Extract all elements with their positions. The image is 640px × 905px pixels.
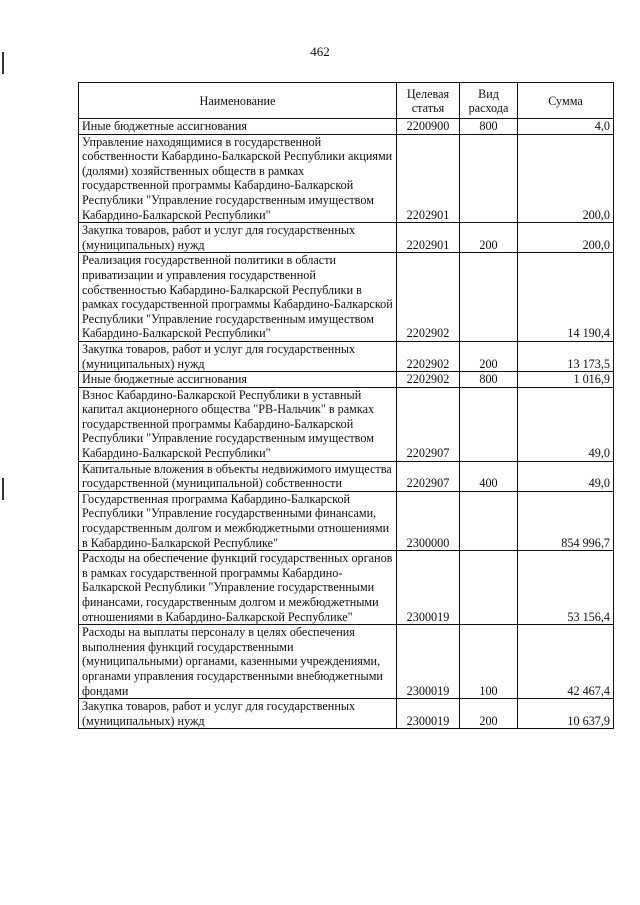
row-name: Расходы на выплаты персоналу в целях обеспечения выполнения функций государственными (муниципальными) органами, казенными учреждениями, органами управления государственными внебюджетными фондами [79,625,397,699]
row-sum: 14 190,4 [518,253,614,342]
row-name: Закупка товаров, работ и услуг для государственных (муниципальных) нужд [79,341,397,371]
row-expense-type: 100 [460,625,518,699]
row-expense-type: 800 [460,372,518,388]
table-row [79,223,614,253]
table-row [79,491,614,550]
table-row [79,341,614,371]
row-sum: 854 996,7 [518,491,614,550]
row-sum: 200,0 [518,223,614,253]
row-name: Управление находящимися в государственной собственности Кабардино-Балкарской Республики акциями (долями) хозяйственных обществ в рамках государственной программы Кабардино-Балкарской Республики "Управление государственным имуществом Кабардино-Балкарской Республики" [79,134,397,223]
row-sum: 49,0 [518,461,614,491]
row-expense-type [460,253,518,342]
row-target-article: 2202901 [397,134,460,223]
row-name: Взнос Кабардино-Балкарской Республики в уставный капитал акционерного общества "РВ-Нальчик" в рамках государственной программы Кабардино-Балкарской Республики "Управление государственным имуществом Кабардино-Балкарской Республики" [79,387,397,461]
margin-mark-middle [2,478,4,500]
row-expense-type: 200 [460,699,518,729]
budget-table [78,82,614,729]
row-name: Закупка товаров, работ и услуг для государственных (муниципальных) нужд [79,699,397,729]
row-target-article: 2202901 [397,223,460,253]
table-row [79,372,614,388]
row-target-article: 2300019 [397,551,460,625]
row-name: Расходы на обеспечение функций государственных органов в рамках государственной программы Кабардино-Балкарской Республики "Управление государственными финансами, государственным долгом и межбюджетными отношениями в Кабардино-Балкарской Республике" [79,551,397,625]
row-name: Капитальные вложения в объекты недвижимого имущества государственной (муниципальной) собственности [79,461,397,491]
row-sum: 13 173,5 [518,341,614,371]
row-name: Реализация государственной политики в области приватизации и управления государственной собственностью Кабардино-Балкарской Республики в рамках государственной программы Кабардино-Балкарской Республики "Управление государственным имуществом Кабардино-Балкарской Республики" [79,253,397,342]
row-name: Иные бюджетные ассигнования [79,119,397,135]
header-sum: Сумма [518,83,614,119]
row-target-article: 2300019 [397,699,460,729]
row-expense-type [460,491,518,550]
row-expense-type [460,387,518,461]
row-name: Иные бюджетные ассигнования [79,372,397,388]
header-target-article: Целевая статья [397,83,460,119]
table-header-row [79,83,614,119]
row-sum: 4,0 [518,119,614,135]
row-sum: 200,0 [518,134,614,223]
page-number: 462 [310,44,330,59]
table-row [79,253,614,342]
row-expense-type: 400 [460,461,518,491]
row-sum: 1 016,9 [518,372,614,388]
row-sum: 49,0 [518,387,614,461]
table-row [79,134,614,223]
row-target-article: 2202907 [397,461,460,491]
table-row [79,625,614,699]
row-sum: 42 467,4 [518,625,614,699]
row-target-article: 2200900 [397,119,460,135]
row-target-article: 2202902 [397,372,460,388]
table-row [79,461,614,491]
row-expense-type: 200 [460,341,518,371]
table-row [79,699,614,729]
table-row [79,551,614,625]
row-target-article: 2300000 [397,491,460,550]
row-target-article: 2300019 [397,625,460,699]
row-sum: 53 156,4 [518,551,614,625]
table-row [79,387,614,461]
row-sum: 10 637,9 [518,699,614,729]
header-name: Наименование [79,83,397,119]
row-expense-type: 200 [460,223,518,253]
row-expense-type: 800 [460,119,518,135]
header-expense-type: Вид расхода [460,83,518,119]
row-name: Государственная программа Кабардино-Балкарской Республики "Управление государственными финансами, государственным долгом и межбюджетными отношениями в Кабардино-Балкарской Республике" [79,491,397,550]
row-expense-type [460,551,518,625]
row-target-article: 2202902 [397,253,460,342]
row-target-article: 2202907 [397,387,460,461]
table-row [79,119,614,135]
row-name: Закупка товаров, работ и услуг для государственных (муниципальных) нужд [79,223,397,253]
row-target-article: 2202902 [397,341,460,371]
row-expense-type [460,134,518,223]
